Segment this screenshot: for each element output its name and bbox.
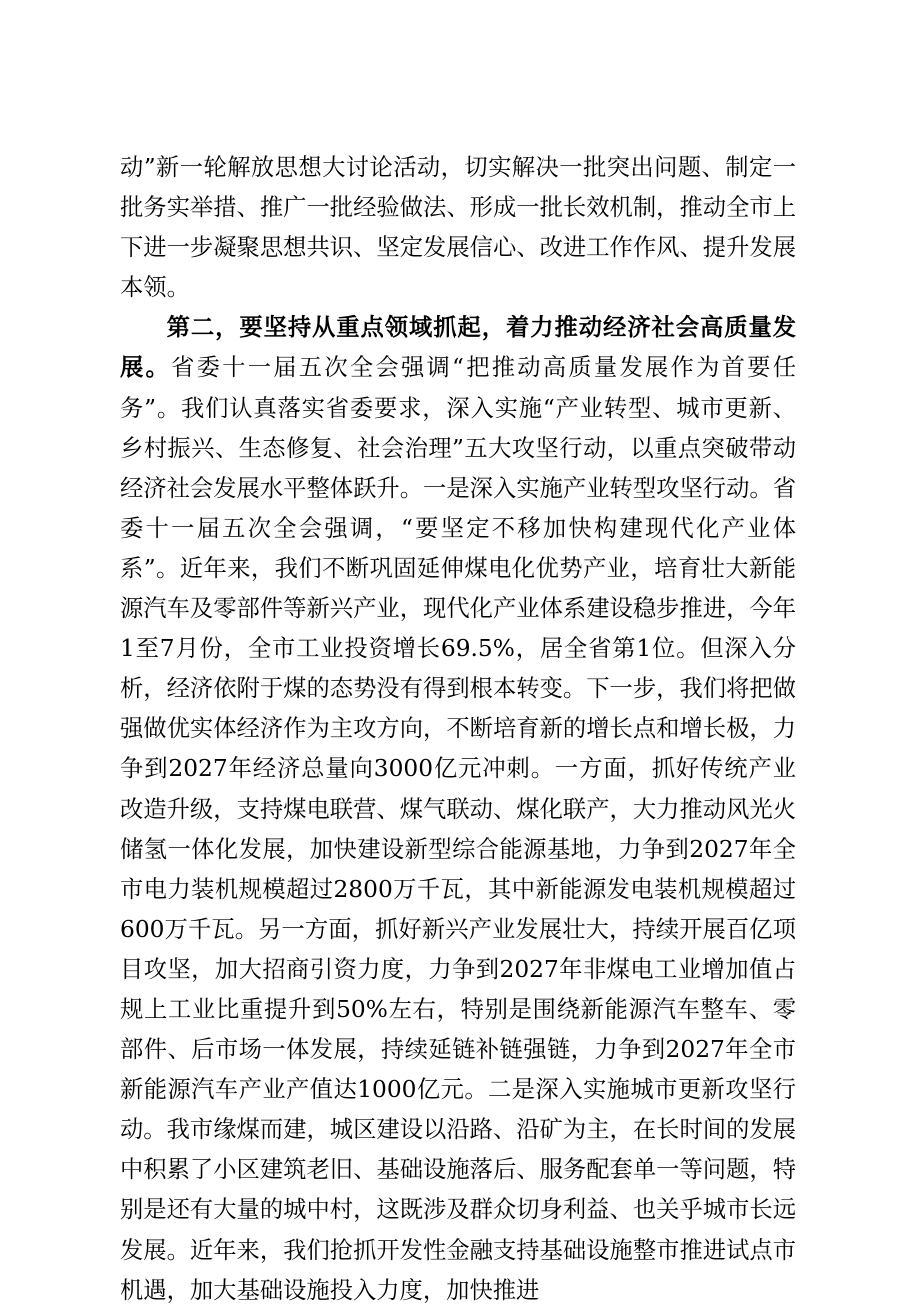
paragraph-body: 省委十一届五次全会强调“把推动高质量发展作为首要任务”。我们认真落实省委要求，深入实施“产业转型、城市更新、乡村振兴、生态修复、社会治理”五大攻坚行动，以重点突破带动经济社会发展水平整体跃升。一是深入实施产业转型攻坚行动。省委十一届五次全会强调，“要坚定不移加快构建现代化产业体系”。近年来，我们不断巩固延伸煤电化优势产业，培育壮大新能源汽车及零部件等新兴产业，现代化产业体系建设稳步推进，今年1至7月份，全市工业投资增长69.5%，居全省第1位。但深入分析，经济依附于煤的态势没有得到根本转变。下一步，我们将把做强做优实体经济作为主攻方向，不断培育新的增长点和增长极，力争到2027年经济总量向3000亿元冲刺。一方面，抓好传统产业改造升级，支持煤电联营、煤气联动、煤化联产，大力推动风光火储氢一体化发展，加快建设新型综合能源基地，力争到2027年全市电力装机规模超过2800万千瓦，其中新能源发电装机规模超过600万千瓦。另一方面，抓好新兴产业发展壮大，持续开展百亿项目攻坚，加大招商引资力度，力争到2027年非煤电工业增加值占规上工业比重提升到50%左右，特别是围绕新能源汽车整车、零部件、后市场一体发展，持续延链补链强链，力争到2027年全市新能源汽车产业产值达1000亿元。二是深入实施城市更新攻坚行动。我市缘煤而建，城区建设以沿路、沿矿为主，在长时间的发展中积累了小区建筑老旧、基础设施落后、服务配套单一等问题，特别是还有大量的城中村，这既涉及群众切身利益、也关乎城市长远发展。近年来，我们抢抓开发性金融支持基础设施整市推进试点市机遇，加大基础设施投入力度，加快推进	[120, 354, 796, 1304]
document-body	[120, 148, 796, 1311]
paragraph-heading: 第二，要坚持从重点领域抓起，着力推动经济社会高质量发展。	[120, 314, 796, 382]
paragraph-continuation: 动”新一轮解放思想大讨论活动，切实解决一批突出问题、制定一批务实举措、推广一批经验做法、形成一批长效机制，推动全市上下进一步凝聚思想共识、坚定发展信心、改进工作作风、提升发展本领。	[120, 154, 796, 302]
paragraph-second-point	[120, 308, 796, 1310]
